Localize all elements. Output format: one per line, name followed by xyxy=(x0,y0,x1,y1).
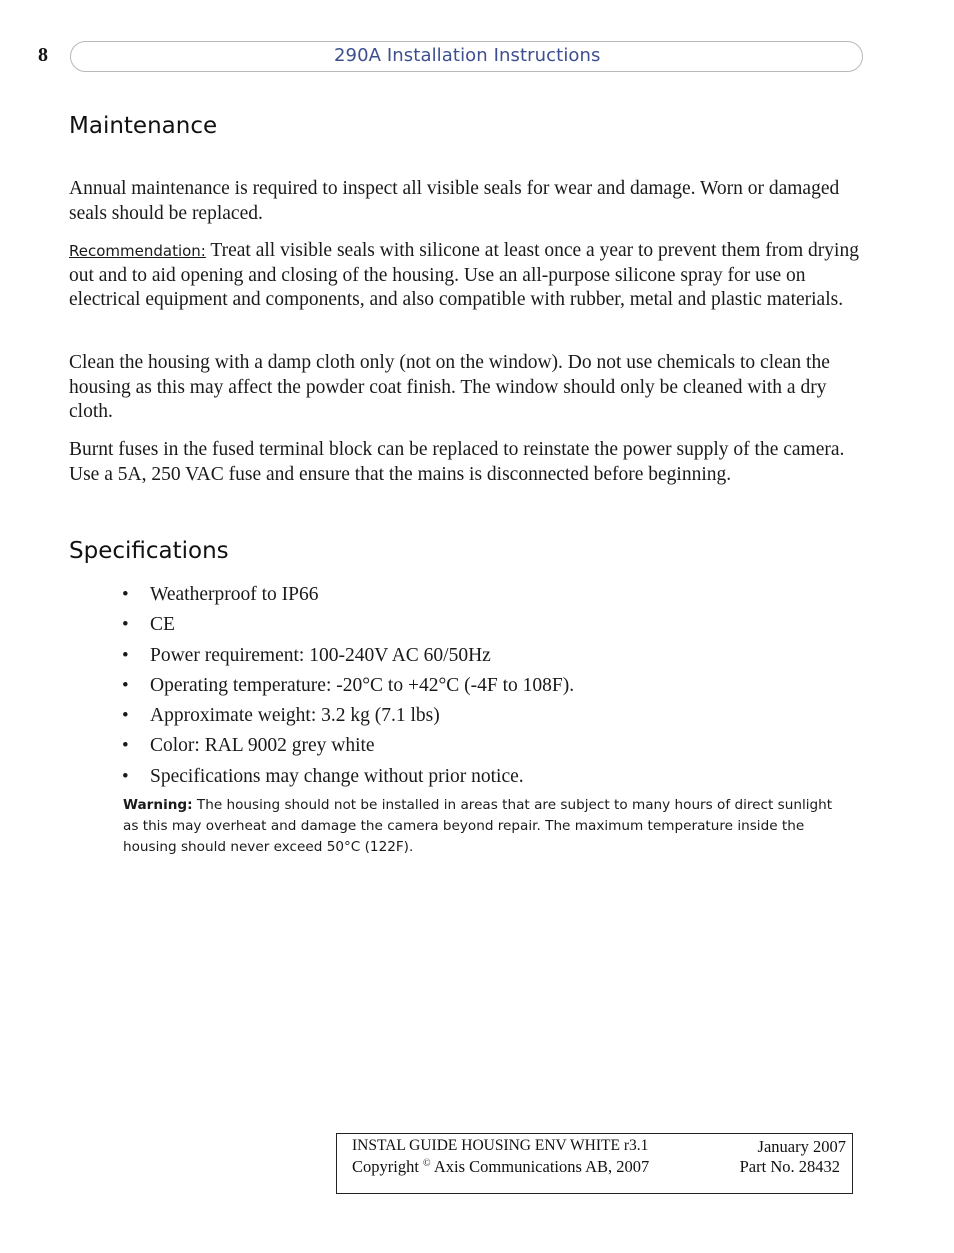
bullet-icon: • xyxy=(122,765,129,787)
copyright-text: Axis Communications AB, 2007 xyxy=(430,1157,650,1176)
copyright-icon: © xyxy=(423,1158,431,1169)
page-number: 8 xyxy=(38,44,48,66)
specifications-heading: Specifications xyxy=(69,538,229,564)
recommendation-label: Recommendation: xyxy=(69,242,206,260)
footer-row-1 xyxy=(352,1137,846,1157)
footer-box xyxy=(336,1133,853,1194)
list-item xyxy=(122,673,574,703)
guide-name: INSTAL GUIDE HOUSING ENV WHITE r3.1 xyxy=(352,1137,649,1154)
list-item xyxy=(122,733,574,763)
bullet-icon: • xyxy=(122,614,129,636)
recommendation-paragraph xyxy=(69,239,859,313)
maintenance-paragraph-1: Annual maintenance is required to inspect all visible seals for wear and damage. Worn or damaged seals should be replaced. xyxy=(69,178,840,224)
bullet-icon: • xyxy=(122,735,129,757)
specifications-list xyxy=(122,582,574,794)
maintenance-heading: Maintenance xyxy=(69,113,218,139)
warning-text: The housing should not be installed in areas that are subject to many hours of direct sunlight as this may overheat and damage the camera beyond repair. The maximum temperature inside the housing should never exceed 50°C (122F). xyxy=(123,797,833,855)
bullet-icon: • xyxy=(122,705,129,727)
footer-date: January 2007 xyxy=(757,1137,846,1156)
list-item-text: Specifications may change without prior notice. xyxy=(150,765,524,787)
list-item-text: Weatherproof to IP66 xyxy=(150,584,319,605)
part-number: Part No. 28432 xyxy=(739,1157,840,1176)
maintenance-paragraph-4: Burnt fuses in the fused terminal block can be replaced to reinstate the power supply of the camera. Use a 5A, 250 VAC fuse and ensure that the mains is disconnected before beginning. xyxy=(69,439,845,485)
header-title: 290A Installation Instructions xyxy=(334,45,601,66)
list-item-text: Color: RAL 9002 grey white xyxy=(150,735,375,757)
copyright xyxy=(352,1157,649,1177)
warning-note xyxy=(123,795,839,858)
footer-row-2 xyxy=(352,1157,846,1177)
list-item xyxy=(122,703,574,733)
bullet-icon: • xyxy=(122,644,129,666)
bullet-icon: • xyxy=(122,674,129,696)
list-item-text: Approximate weight: 3.2 kg (7.1 lbs) xyxy=(150,705,440,727)
copyright-prefix: Copyright xyxy=(352,1157,424,1176)
list-item xyxy=(122,764,574,794)
bullet-icon: • xyxy=(122,584,129,605)
list-item-text: CE xyxy=(150,614,175,636)
maintenance-paragraph-3: Clean the housing with a damp cloth only (not on the window). Do not use chemicals to clean the housing as this may affect the powder coat finish. The window should only be cleaned with a dry cloth. xyxy=(69,352,830,423)
warning-label: Warning: xyxy=(123,797,193,813)
list-item xyxy=(122,582,574,612)
list-item xyxy=(122,612,574,642)
list-item-text: Power requirement: 100-240V AC 60/50Hz xyxy=(150,644,491,666)
list-item-text: Operating temperature: -20°C to +42°C (-4F to 108F). xyxy=(150,674,575,696)
list-item xyxy=(122,643,574,673)
recommendation-text: Treat all visible seals with silicone at least once a year to prevent them from drying out and to aid opening and closing of the housing. Use an all-purpose silicone spray for use on electrical equipment and components, and also compatible with rubber, metal and plastic materials. xyxy=(69,240,859,311)
